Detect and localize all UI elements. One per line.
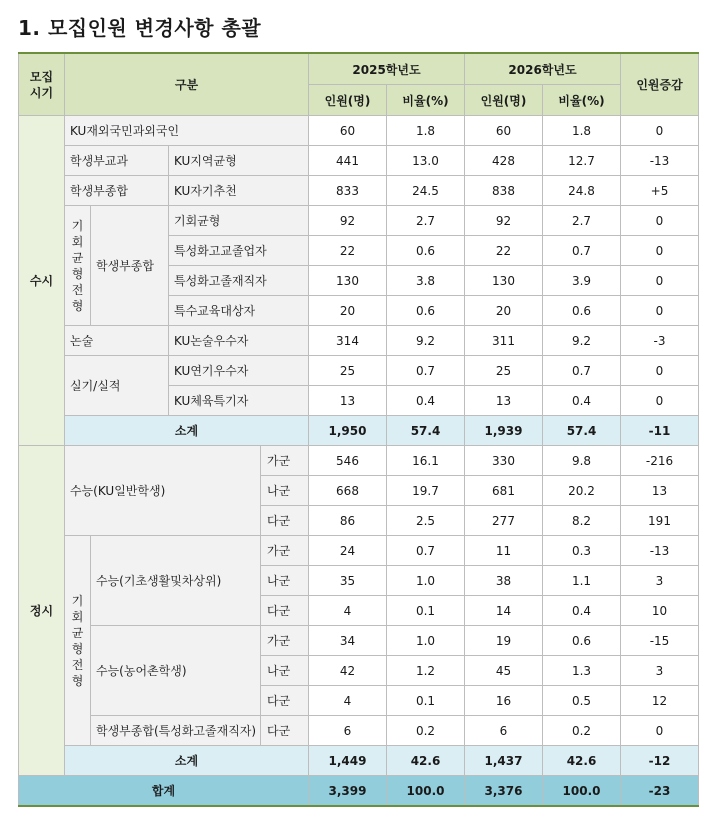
cell: 0.5 xyxy=(543,686,621,716)
cell: 20 xyxy=(309,296,387,326)
row-label: 실기/실적 xyxy=(65,356,169,416)
header-ratio-2025: 비율(%) xyxy=(387,85,465,116)
cell: 1.0 xyxy=(387,566,465,596)
cell: 9.8 xyxy=(543,446,621,476)
cell: 0.7 xyxy=(543,236,621,266)
row-label: KU재외국민과외국인 xyxy=(65,116,309,146)
cell: 1.1 xyxy=(543,566,621,596)
header-ratio-2026: 비율(%) xyxy=(543,85,621,116)
cell: 0.7 xyxy=(543,356,621,386)
cell: 16 xyxy=(465,686,543,716)
row-sublabel: KU지역균형 xyxy=(169,146,309,176)
cell: 42.6 xyxy=(387,746,465,776)
row-label: 학생부교과 xyxy=(65,146,169,176)
cell: 24.5 xyxy=(387,176,465,206)
cell: 42.6 xyxy=(543,746,621,776)
cell: 1,437 xyxy=(465,746,543,776)
cell: 57.4 xyxy=(387,416,465,446)
cell: 4 xyxy=(309,686,387,716)
cell: 13 xyxy=(621,476,699,506)
page-title: 1. 모집인원 변경사항 총괄 xyxy=(18,16,262,40)
group-label: 가군 xyxy=(261,626,309,656)
gihoe-label: 기 회 균 형 전 형 xyxy=(65,206,91,326)
cell: 3,376 xyxy=(465,776,543,807)
cell: 60 xyxy=(309,116,387,146)
cell: -216 xyxy=(621,446,699,476)
cell: 45 xyxy=(465,656,543,686)
cell: -3 xyxy=(621,326,699,356)
cell: 4 xyxy=(309,596,387,626)
header-change: 인원증감 xyxy=(621,53,699,116)
cell: 330 xyxy=(465,446,543,476)
cell: +5 xyxy=(621,176,699,206)
cell: 57.4 xyxy=(543,416,621,446)
cell: 0 xyxy=(621,356,699,386)
cell: 34 xyxy=(309,626,387,656)
cell: 16.1 xyxy=(387,446,465,476)
group-label: 가군 xyxy=(261,536,309,566)
cell: 0.6 xyxy=(543,296,621,326)
cell: 25 xyxy=(309,356,387,386)
table-row xyxy=(19,326,699,356)
cell: 11 xyxy=(465,536,543,566)
cell: 3 xyxy=(621,566,699,596)
cell: 130 xyxy=(309,266,387,296)
cell: 100.0 xyxy=(543,776,621,807)
cell: -15 xyxy=(621,626,699,656)
subtotal-row-jeongsi xyxy=(19,746,699,776)
cell: 1.3 xyxy=(543,656,621,686)
cell: 191 xyxy=(621,506,699,536)
cell: 9.2 xyxy=(387,326,465,356)
group-label: 다군 xyxy=(261,716,309,746)
period-jeongsi: 정시 xyxy=(19,446,65,776)
cell: 0 xyxy=(621,716,699,746)
cell: -12 xyxy=(621,746,699,776)
subtotal-label: 소계 xyxy=(65,746,309,776)
cell: -11 xyxy=(621,416,699,446)
cell: 22 xyxy=(465,236,543,266)
cell: 668 xyxy=(309,476,387,506)
header-count-2026: 인원(명) xyxy=(465,85,543,116)
cell: 838 xyxy=(465,176,543,206)
cell: 19 xyxy=(465,626,543,656)
cell: 6 xyxy=(309,716,387,746)
cell: 0.4 xyxy=(543,386,621,416)
cell: 833 xyxy=(309,176,387,206)
cell: 1,449 xyxy=(309,746,387,776)
cell: 0.7 xyxy=(387,536,465,566)
cell: 0.6 xyxy=(387,236,465,266)
cell: 0 xyxy=(621,116,699,146)
cell: 19.7 xyxy=(387,476,465,506)
cell: 0 xyxy=(621,296,699,326)
row-label: 학생부종합 xyxy=(65,176,169,206)
header-year-2026: 2026학년도 xyxy=(465,53,621,85)
row-label: 수능(기초생활및차상위) xyxy=(91,536,261,626)
cell: 24 xyxy=(309,536,387,566)
period-susi: 수시 xyxy=(19,116,65,446)
row-sublabel: 기회균형 xyxy=(169,206,309,236)
table-row xyxy=(19,716,699,746)
cell: 12.7 xyxy=(543,146,621,176)
cell: 1.8 xyxy=(387,116,465,146)
table-row xyxy=(19,626,699,656)
gihoe-sublabel: 학생부종합 xyxy=(91,206,169,326)
cell: 311 xyxy=(465,326,543,356)
cell: 0.6 xyxy=(543,626,621,656)
cell: 10 xyxy=(621,596,699,626)
header-year-2025: 2025학년도 xyxy=(309,53,465,85)
row-sublabel: KU자기추천 xyxy=(169,176,309,206)
cell: 428 xyxy=(465,146,543,176)
cell: 86 xyxy=(309,506,387,536)
cell: 100.0 xyxy=(387,776,465,807)
table-row xyxy=(19,176,699,206)
cell: 22 xyxy=(309,236,387,266)
cell: 0 xyxy=(621,236,699,266)
table-row xyxy=(19,146,699,176)
cell: 0 xyxy=(621,206,699,236)
group-label: 다군 xyxy=(261,686,309,716)
subtotal-row-susi xyxy=(19,416,699,446)
cell: 130 xyxy=(465,266,543,296)
cell: 92 xyxy=(309,206,387,236)
cell: -23 xyxy=(621,776,699,807)
table-row xyxy=(19,206,699,236)
cell: 0.4 xyxy=(543,596,621,626)
cell: 0.1 xyxy=(387,686,465,716)
gihoe-label: 기 회 균 형 전 형 xyxy=(65,536,91,746)
cell: 9.2 xyxy=(543,326,621,356)
recruitment-summary-table xyxy=(18,52,699,807)
table-row xyxy=(19,116,699,146)
cell: 1.8 xyxy=(543,116,621,146)
row-sublabel: KU논술우수자 xyxy=(169,326,309,356)
cell: 6 xyxy=(465,716,543,746)
header-period: 모집 시기 xyxy=(19,53,65,116)
row-label: 학생부종합(특성화고졸재직자) xyxy=(91,716,261,746)
group-label: 다군 xyxy=(261,596,309,626)
cell: 12 xyxy=(621,686,699,716)
cell: 2.7 xyxy=(387,206,465,236)
row-sublabel: KU연기우수자 xyxy=(169,356,309,386)
group-label: 나군 xyxy=(261,476,309,506)
cell: 0 xyxy=(621,266,699,296)
cell: 0.2 xyxy=(387,716,465,746)
cell: 3 xyxy=(621,656,699,686)
group-label: 나군 xyxy=(261,566,309,596)
cell: 2.5 xyxy=(387,506,465,536)
cell: 1,950 xyxy=(309,416,387,446)
table-row xyxy=(19,356,699,386)
cell: 14 xyxy=(465,596,543,626)
cell: 2.7 xyxy=(543,206,621,236)
row-sublabel: KU체육특기자 xyxy=(169,386,309,416)
cell: 0.6 xyxy=(387,296,465,326)
cell: 24.8 xyxy=(543,176,621,206)
cell: 20 xyxy=(465,296,543,326)
cell: 3.9 xyxy=(543,266,621,296)
cell: 13.0 xyxy=(387,146,465,176)
cell: 38 xyxy=(465,566,543,596)
group-label: 다군 xyxy=(261,506,309,536)
group-label: 가군 xyxy=(261,446,309,476)
cell: 25 xyxy=(465,356,543,386)
row-label: 수능(농어촌학생) xyxy=(91,626,261,716)
cell: 13 xyxy=(465,386,543,416)
cell: 0.3 xyxy=(543,536,621,566)
cell: 92 xyxy=(465,206,543,236)
cell: 13 xyxy=(309,386,387,416)
row-label: 논술 xyxy=(65,326,169,356)
cell: 0 xyxy=(621,386,699,416)
cell: 20.2 xyxy=(543,476,621,506)
cell: 314 xyxy=(309,326,387,356)
cell: 1,939 xyxy=(465,416,543,446)
cell: 1.0 xyxy=(387,626,465,656)
cell: 3.8 xyxy=(387,266,465,296)
row-sublabel: 특수교육대상자 xyxy=(169,296,309,326)
cell: 0.4 xyxy=(387,386,465,416)
cell: 681 xyxy=(465,476,543,506)
cell: 60 xyxy=(465,116,543,146)
cell: 0.2 xyxy=(543,716,621,746)
cell: 441 xyxy=(309,146,387,176)
total-row xyxy=(19,776,699,807)
header-category: 구분 xyxy=(65,53,309,116)
cell: 277 xyxy=(465,506,543,536)
cell: 1.2 xyxy=(387,656,465,686)
cell: 42 xyxy=(309,656,387,686)
cell: 0.7 xyxy=(387,356,465,386)
cell: -13 xyxy=(621,536,699,566)
cell: -13 xyxy=(621,146,699,176)
row-label: 수능(KU일반학생) xyxy=(65,446,261,536)
cell: 3,399 xyxy=(309,776,387,807)
total-label: 합계 xyxy=(19,776,309,807)
cell: 0.1 xyxy=(387,596,465,626)
row-sublabel: 특성화고교졸업자 xyxy=(169,236,309,266)
cell: 8.2 xyxy=(543,506,621,536)
subtotal-label: 소계 xyxy=(65,416,309,446)
header-count-2025: 인원(명) xyxy=(309,85,387,116)
row-sublabel: 특성화고졸재직자 xyxy=(169,266,309,296)
group-label: 나군 xyxy=(261,656,309,686)
cell: 35 xyxy=(309,566,387,596)
table-row xyxy=(19,446,699,476)
cell: 546 xyxy=(309,446,387,476)
table-row xyxy=(19,536,699,566)
